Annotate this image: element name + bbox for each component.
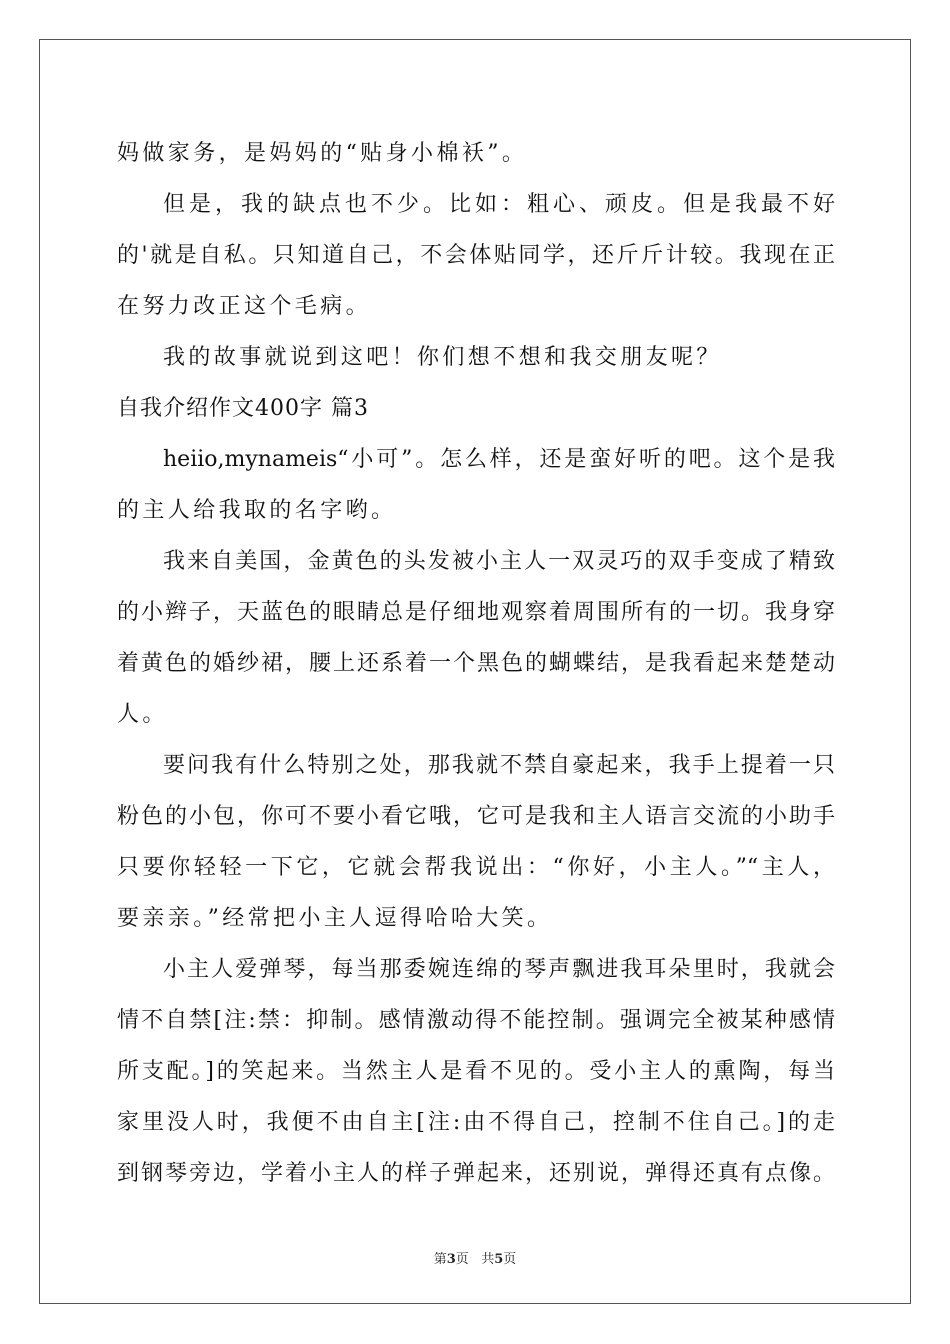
page-prefix: 第: [433, 1252, 447, 1267]
paragraph-line: 我的故事就说到这吧！你们想不想和我交朋友呢？: [163, 345, 722, 370]
paragraph-line: 所支配。]的笑起来。当然主人是看不见的。受小主人的熏陶，每当: [117, 1059, 835, 1084]
section-heading: 自我介绍作文400字 篇3: [117, 396, 369, 421]
paragraph-line: 我来自美国，金黄色的头发被小主人一双灵巧的双手变成了精致: [163, 549, 835, 574]
page-suffix: 页: [455, 1252, 469, 1267]
paragraph-line: 的'就是自私。只知道自己，不会体贴同学，还斤斤计较。我现在正: [117, 243, 835, 268]
paragraph-line: 的小辫子，天蓝色的眼睛总是仔细地观察着周围所有的一切。我身穿: [117, 600, 835, 625]
total-prefix: 共: [481, 1252, 495, 1267]
paragraph-line: 人。: [117, 702, 168, 727]
current-page-number: 3: [446, 1252, 456, 1267]
paragraph-line: 但是，我的缺点也不少。比如：粗心、顽皮。但是我最不好: [163, 192, 835, 217]
paragraph-line: 的主人给我取的名字哟。: [117, 498, 397, 523]
paragraph-line: 粉色的小包，你可不要小看它哦，它可是我和主人语言交流的小助手: [117, 804, 835, 829]
paragraph-line: 情不自禁[注:禁：抑制。感情激动得不能控制。强调完全被某种感情: [117, 1008, 835, 1033]
paragraph-line: 要亲亲。”经常把小主人逗得哈哈大笑。: [117, 906, 553, 931]
paragraph-line: 在努力改正这个毛病。: [117, 294, 372, 319]
total-page-count: 5: [494, 1252, 504, 1267]
paragraph-line: 小主人爱弹琴，每当那委婉连绵的琴声飘进我耳朵里时，我就会: [163, 957, 835, 982]
paragraph-line: 只要你轻轻一下它，它就会帮我说出：“你好，小主人。”“主人，: [117, 855, 835, 880]
paragraph-line: heiio,mynameis“小可”。怎么样，还是蛮好听的吧。这个是我: [163, 447, 835, 472]
document-body: [117, 128, 835, 1199]
paragraph-line: 家里没人时，我便不由自主[注:由不得自己，控制不住自己。]的走: [117, 1110, 835, 1135]
paragraph-line: 要问我有什么特别之处，那我就不禁自豪起来，我手上提着一只: [163, 753, 835, 778]
total-suffix: 页: [503, 1252, 517, 1267]
paragraph-line: 着黄色的婚纱裙，腰上还系着一个黑色的蝴蝶结，是我看起来楚楚动: [117, 651, 835, 676]
paragraph-line: 妈做家务，是妈妈的“贴身小棉袄”。: [117, 141, 528, 166]
paragraph-line: 到钢琴旁边，学着小主人的样子弹起来，还别说，弹得还真有点像。: [117, 1161, 835, 1186]
page-footer: [0, 1248, 950, 1267]
